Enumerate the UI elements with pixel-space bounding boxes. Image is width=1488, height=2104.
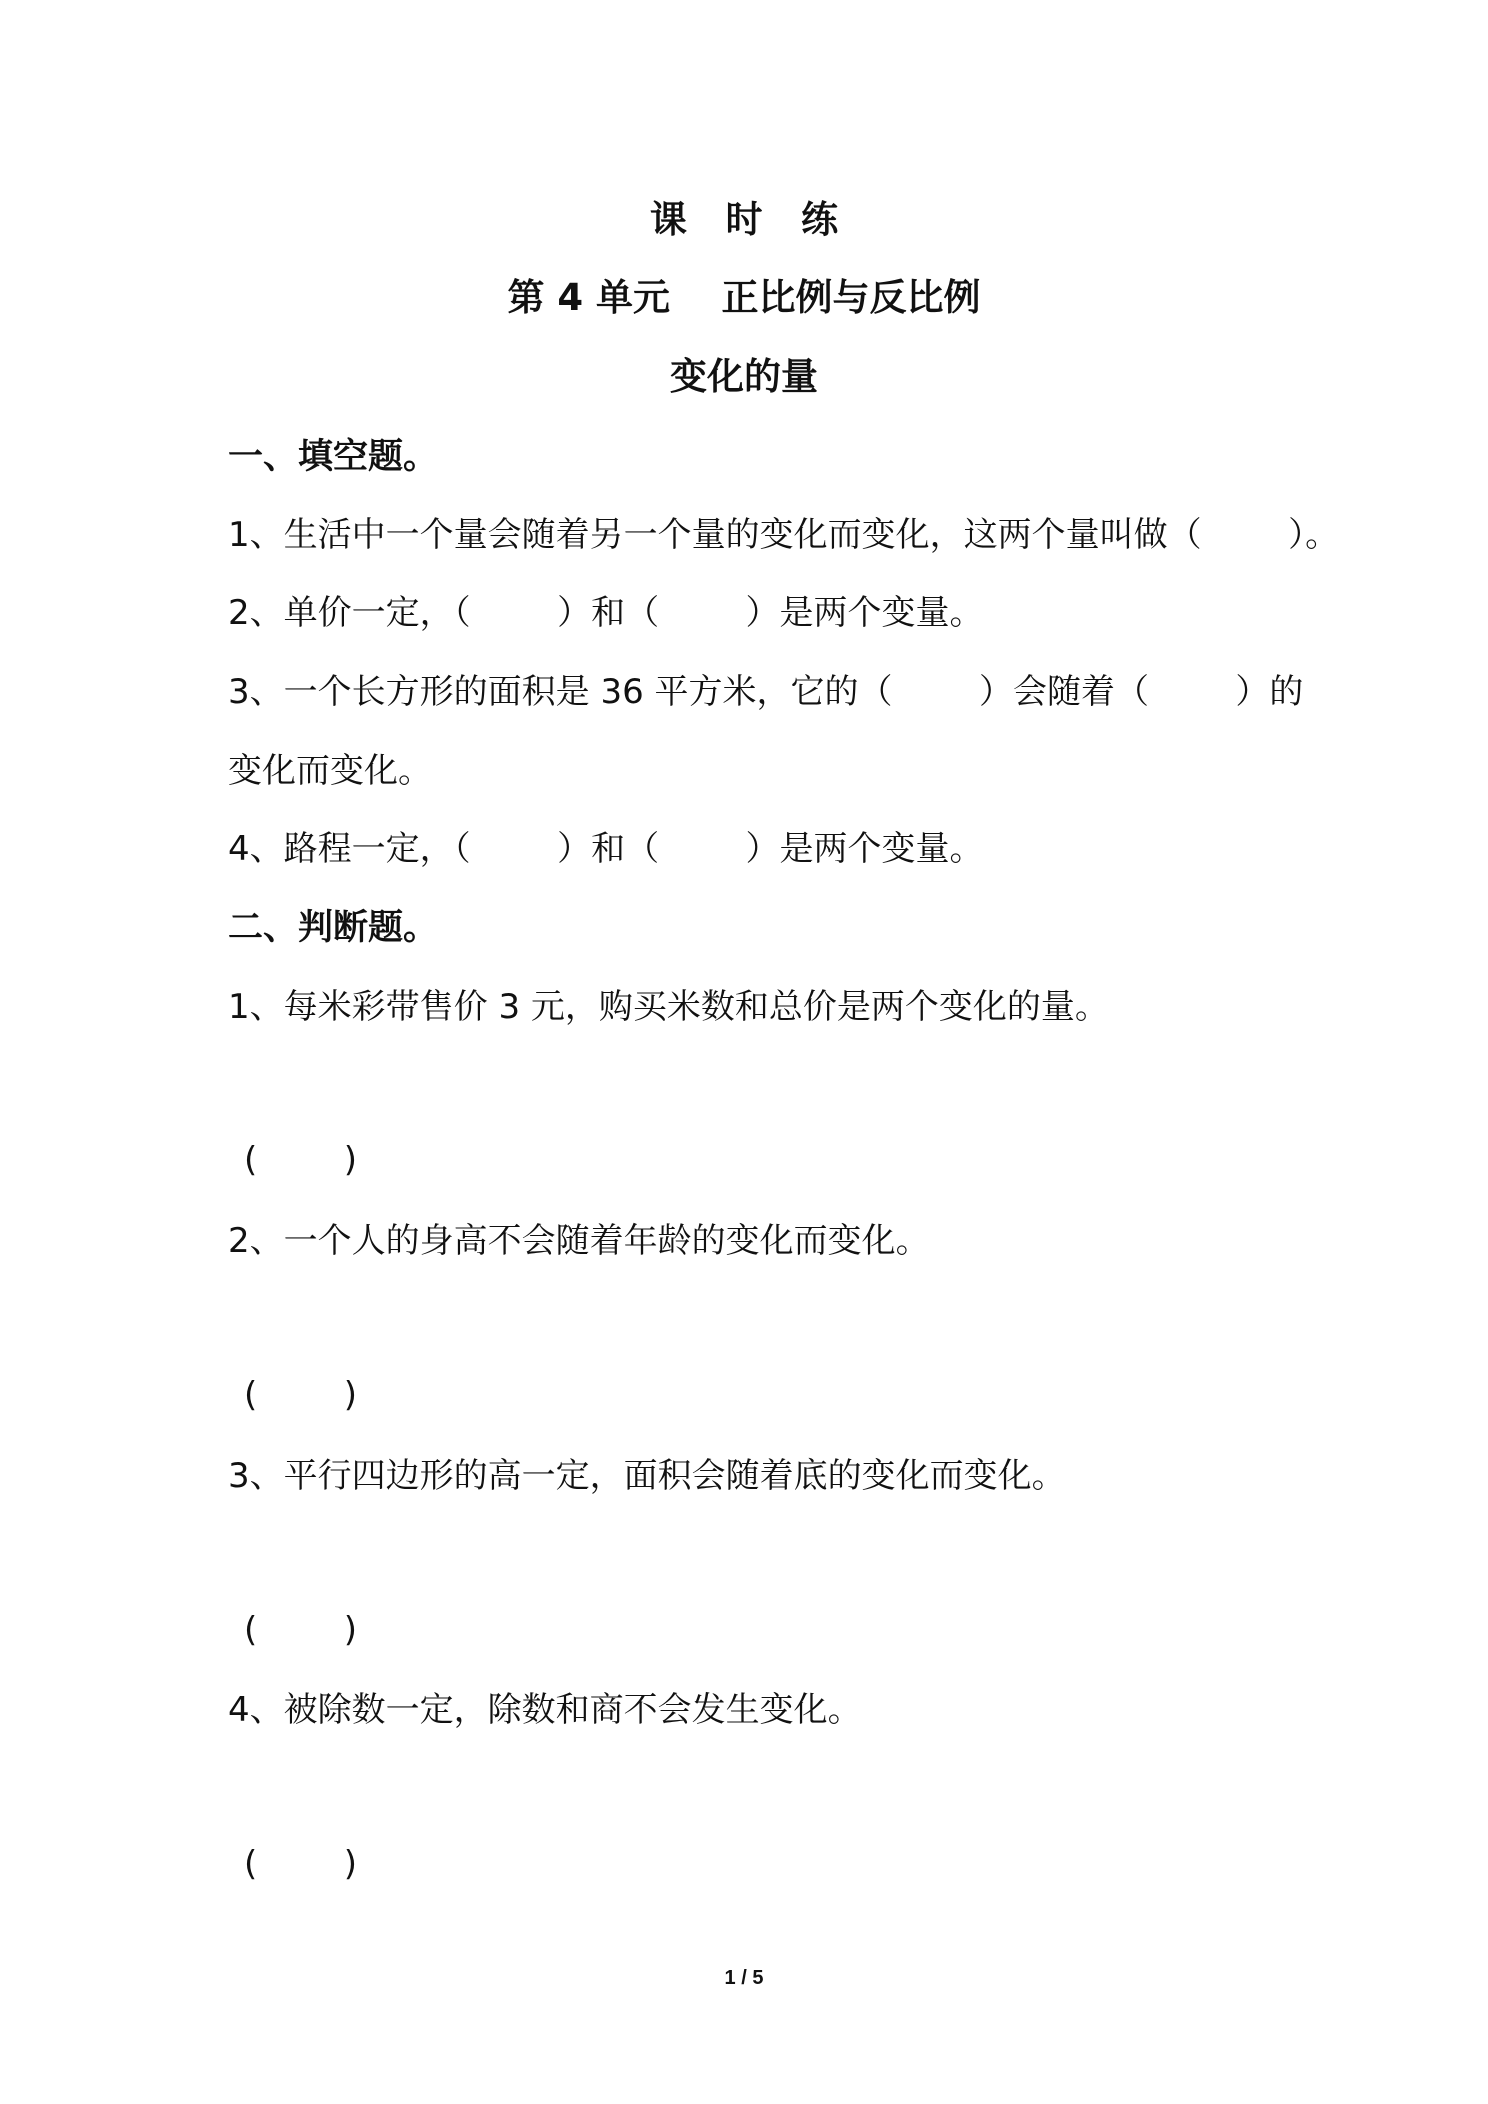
judge-question-4: 4、被除数一定，除数和商不会发生变化。 [228, 1690, 862, 1730]
fill-question-2: 2、单价一定，（ ）和（ ）是两个变量。 [228, 593, 984, 633]
worksheet-title: 课 时 练 [649, 198, 839, 241]
judge-answer-blank-1[interactable]: ( ) [244, 1140, 357, 1180]
judge-question-2: 2、一个人的身高不会随着年龄的变化而变化。 [228, 1221, 930, 1261]
judge-question-1: 1、每米彩带售价 3 元，购买米数和总价是两个变化的量。 [228, 987, 1109, 1027]
section-fill-in-heading: 一、填空题。 [228, 437, 439, 477]
judge-answer-blank-3[interactable]: ( ) [244, 1610, 357, 1650]
unit-title: 第 4 单元 正比例与反比例 [507, 276, 981, 319]
page-number: 1 / 5 [724, 1967, 764, 1989]
lesson-title: 变化的量 [670, 355, 818, 398]
judge-answer-blank-4[interactable]: ( ) [244, 1844, 357, 1884]
section-true-false-heading: 二、判断题。 [228, 908, 439, 948]
fill-question-3-line-2: 变化而变化。 [228, 751, 432, 791]
judge-question-3: 3、平行四边形的高一定，面积会随着底的变化而变化。 [228, 1456, 1066, 1496]
fill-question-1: 1、生活中一个量会随着另一个量的变化而变化，这两个量叫做（ ）。 [228, 515, 1340, 555]
judge-answer-blank-2[interactable]: ( ) [244, 1375, 357, 1415]
fill-question-4: 4、路程一定，（ ）和（ ）是两个变量。 [228, 829, 984, 869]
fill-question-3-line-1: 3、一个长方形的面积是 36 平方米，它的（ ）会随着（ ）的 [228, 672, 1304, 712]
